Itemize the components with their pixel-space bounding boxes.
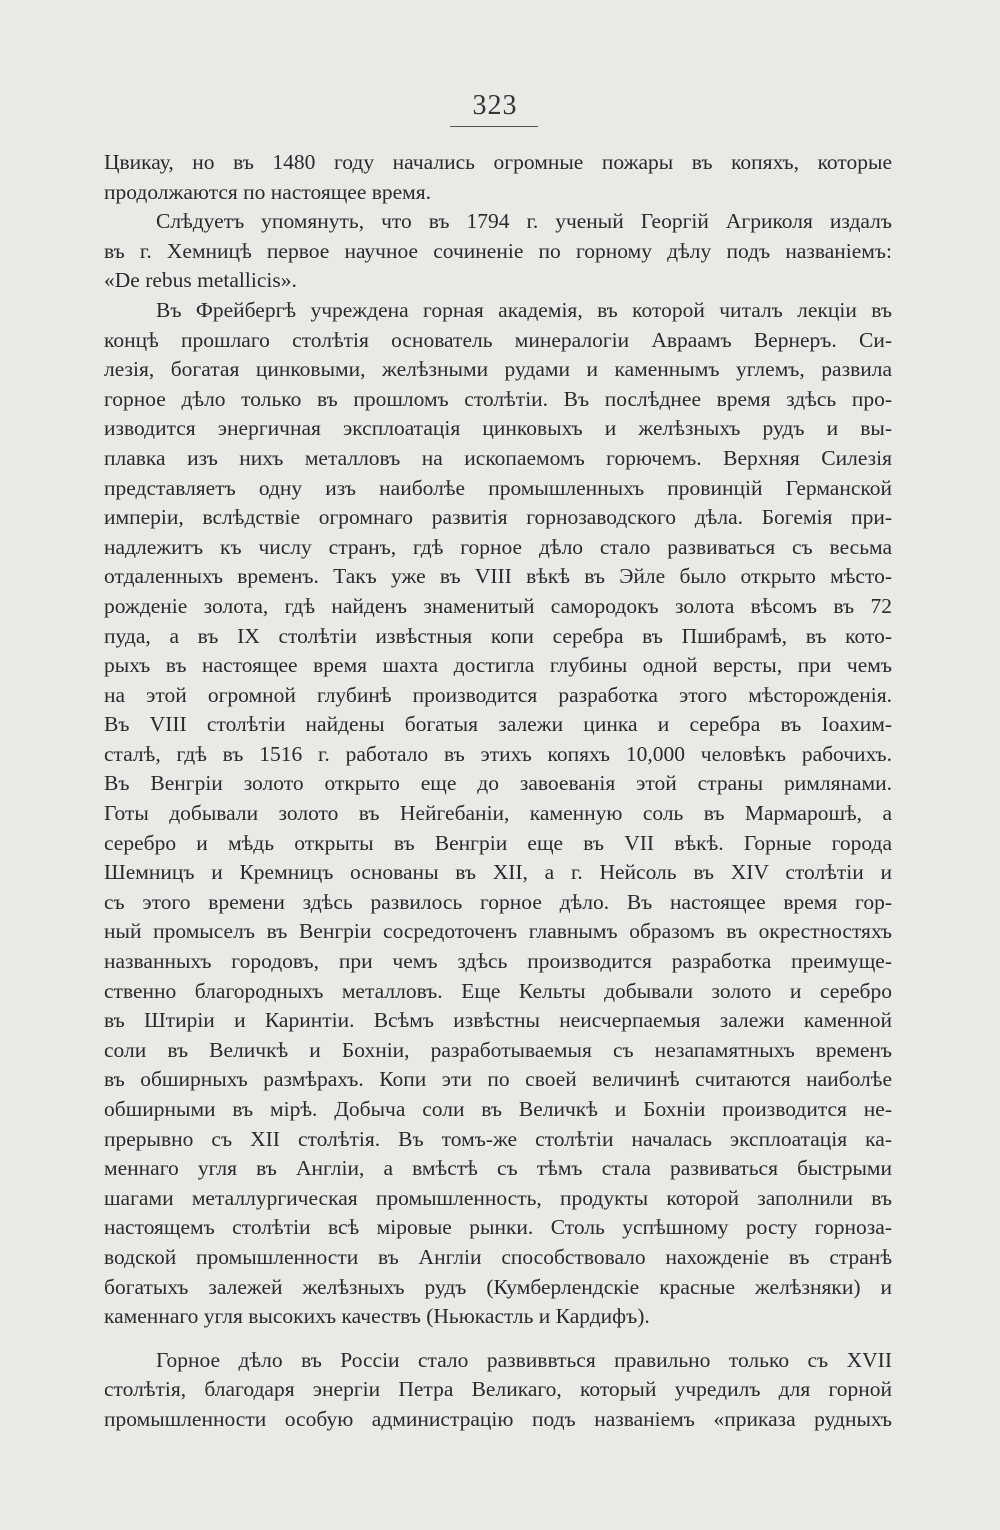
paragraph [104, 296, 892, 1332]
text-line: «De rebus metallicis». [104, 268, 297, 293]
text-line: представляетъ одну изъ наиболѣе промышленныхъ провинцій Германской [104, 475, 892, 500]
text-line: Въ Венгріи золото открыто еще до завоеванія этой страны римлянами. [104, 771, 892, 796]
text-line: каменнаго угля высокихъ качествъ (Ньюкастль и Кардифъ). [104, 1304, 650, 1329]
text-line: имперіи, вслѣдствіе огромнаго развитія горнозаводского дѣла. Богемія при- [104, 505, 892, 530]
text-line: съ этого времени здѣсь развилось горное дѣло. Въ настоящее время гор- [104, 889, 892, 914]
text-line: изводится энергичная эксплоатація цинковыхъ и желѣзныхъ рудъ и вы- [104, 416, 892, 441]
text-line: Въ VIII столѣтіи найдены богатыя залежи цинка и серебра въ Іоахим- [104, 712, 892, 737]
text-line: серебро и мѣдь открыты въ Венгріи еще въ VII вѣкѣ. Горные города [104, 830, 892, 855]
text-line: ственно благородныхъ металловъ. Еще Кельты добывали золото и серебро [104, 978, 892, 1003]
text-line: рожденіе золота, гдѣ найденъ знаменитый самородокъ золота вѣсомъ въ 72 [104, 593, 892, 618]
text-line: Готы добывали золото въ Нейгебаніи, каменную соль въ Мармарошѣ, а [104, 801, 892, 826]
text-line: меннаго угля въ Англіи, а вмѣстѣ съ тѣмъ стала развиваться быстрыми [104, 1156, 892, 1181]
text-line: Слѣдуетъ упомянуть, что въ 1794 г. ученый Георгій Агриколя издалъ [156, 209, 892, 234]
text-line: лезія, богатая цинковыми, желѣзными рудами и каменнымъ углемъ, развила [104, 357, 892, 382]
body-text [104, 148, 892, 1435]
text-line: столѣтія, благодаря энергіи Петра Великаго, который учредилъ для горной [104, 1377, 892, 1402]
text-line: Шемницъ и Кремницъ основаны въ XII, а г. Нейсоль въ XIV столѣтіи и [104, 860, 892, 885]
text-line: богатыхъ залежей желѣзныхъ рудъ (Кумберлендскіе красные желѣзняки) и [104, 1274, 892, 1299]
text-line: плавка изъ нихъ металловъ на ископаемомъ горючемъ. Верхняя Силезія [104, 445, 892, 470]
text-line: рыхъ въ настоящее время шахта достигла глубины одной версты, при чемъ [104, 653, 892, 678]
text-line: продолжаются по настоящее время. [104, 179, 432, 204]
text-line: отдаленныхъ временъ. Такъ уже въ VIII вѣкѣ въ Эйле было открыто мѣсто- [104, 564, 892, 589]
text-line: промышленности особую администрацію подъ названіемъ «приказа рудныхъ [104, 1406, 892, 1431]
text-line: настоящемъ столѣтіи всѣ міровые рынки. Столь успѣшному росту горноза- [104, 1215, 892, 1240]
text-line: Горное дѣло въ Россіи стало развиввться правильно только съ XVII [156, 1347, 892, 1372]
paragraph [104, 148, 892, 207]
paragraph [104, 207, 892, 296]
text-line: названныхъ городовъ, при чемъ здѣсь производится разработка преимуще- [104, 949, 892, 974]
text-line: концѣ прошлаго столѣтія основатель минералогіи Авраамъ Вернеръ. Си- [104, 327, 892, 352]
text-line: шагами металлургическая промышленность, продукты которой заполнили въ [104, 1185, 892, 1210]
text-line: прерывно съ XII столѣтія. Въ томъ-же столѣтіи началась эксплоатація ка- [104, 1126, 892, 1151]
text-line: пуда, а въ IX столѣтіи извѣстныя копи серебра въ Пшибрамѣ, въ кото- [104, 623, 892, 648]
text-line: въ обширныхъ размѣрахъ. Копи эти по своей величинѣ считаются наиболѣе [104, 1067, 892, 1092]
text-line: надлежитъ къ числу странъ, гдѣ горное дѣло стало развиваться съ весьма [104, 534, 892, 559]
page-number: 323 [472, 90, 518, 121]
text-line: Цвикау, но въ 1480 году начались огромные пожары въ копяхъ, которые [104, 150, 892, 174]
paragraph-gap [104, 1332, 892, 1346]
paragraph [104, 1346, 892, 1435]
page-number-rule [450, 126, 538, 127]
text-line: водской промышленности въ Англіи способствовало нахожденіе въ странѣ [104, 1244, 892, 1269]
text-line: Въ Фрейбергѣ учреждена горная академія, въ которой читалъ лекціи въ [156, 297, 892, 322]
text-line: обширными въ мірѣ. Добыча соли въ Величкѣ и Бохніи производится не- [104, 1097, 892, 1121]
text-line: сталѣ, гдѣ въ 1516 г. работало въ этихъ копяхъ 10,000 человѣкъ рабочихъ. [104, 741, 892, 766]
text-line: ный промыселъ въ Венгріи сосредоточенъ главнымъ образомъ въ окрестностяхъ [104, 919, 892, 944]
text-line: въ Штиріи и Каринтіи. Всѣмъ извѣстны неисчерпаемыя залежи каменной [104, 1008, 892, 1033]
text-line: въ г. Хемницѣ первое научное сочиненіе по горному дѣлу подъ названіемъ: [104, 238, 892, 263]
text-line: горное дѣло только въ прошломъ столѣтіи. Въ послѣднее время здѣсь про- [104, 386, 892, 411]
text-line: соли въ Величкѣ и Бохніи, разработываемыя съ незапамятныхъ временъ [104, 1037, 892, 1062]
text-line: на этой огромной глубинѣ производится разработка этого мѣсторожденія. [104, 682, 892, 707]
